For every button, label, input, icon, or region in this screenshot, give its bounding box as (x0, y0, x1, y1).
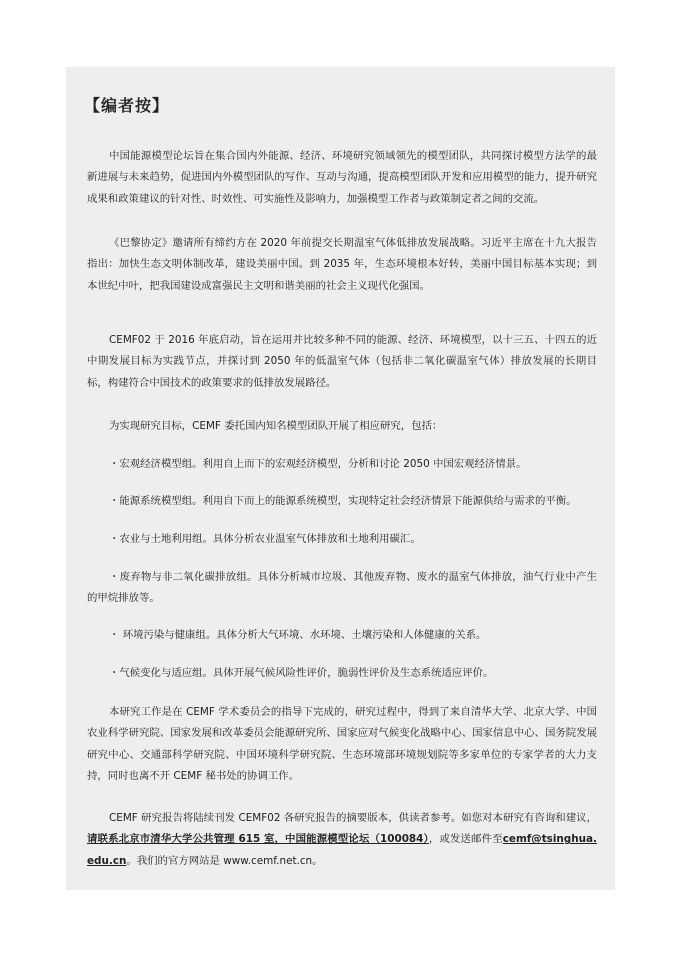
list-item-energy-system: ・能源系统模型组。利用自下而上的能源系统模型，实现特定社会经济情景下能源供给与需求的平衡。 (109, 495, 577, 507)
list-item-macro-economy: ・宏观经济模型组。利用自上而下的宏观经济模型，分析和讨论 2050 中国宏观经济情景。 (109, 458, 527, 470)
paragraph-cemf02: CEMF02 于 2016 年底启动，旨在运用并比较多种不同的能源、经济、环境模型，以十三五、十四五的近中期发展目标为实践节点，并探讨到 2050 年的低温室气体（包括非二氧化碳温室气体）排放发展的长期目标，构建符合中国技术的政策要求的低排放发展路径。 (87, 334, 597, 389)
contact-text-2: ，或发送邮件至 (428, 833, 503, 846)
contact-email-link[interactable]: cemf@tsinghua.edu.cn (87, 833, 597, 867)
list-item-agriculture: ・农业与土地利用组。具体分析农业温室气体排放和土地利用碳汇。 (109, 533, 421, 545)
paragraph-research-goals: 为实现研究目标，CEMF 委托国内知名模型团队开展了相应研究，包括： (109, 420, 443, 432)
list-item-climate-adaptation: ・气候变化与适应组。具体开展气候风险性评价，脆弱性评价及生态系统适应评价。 (109, 667, 494, 679)
paragraph-paris-agreement: 《巴黎协定》邀请所有缔约方在 2020 年前提交长期温室气体低排放发展战略。习近平主席在十九大报告指出：加快生态文明体制改革，建设美丽中国。到 2035 年，生态环境根本好转，美丽中国目标基本实现；到本世纪中叶，把我国建设成富强民主文明和谐美丽的社会主义现代化强国。 (87, 237, 597, 292)
editor-note-heading: 【编者按】 (84, 96, 170, 115)
paragraph-intro: 中国能源模型论坛旨在集合国内外能源、经济、环境研究领域领先的模型团队，共同探讨模型方法学的最新进展与未来趋势，促进国内外模型团队的写作、互动与沟通，提高模型团队开发和应用模型的能力，提升研究成果和政策建议的针对性、时效性、可实施性及影响力，加强模型工作者与政策制定者之间的交流。 (87, 150, 597, 205)
paragraph-contact (87, 808, 597, 872)
contact-text-3: 。我们的官方网站是 www.cemf.net.cn。 (126, 854, 323, 867)
contact-text-1: CEMF 研究报告将陆续刊发 CEMF02 各研究报告的摘要版本，供读者参考。如您对本研究有咨询和建议， (109, 812, 597, 824)
contact-address: 请联系北京市清华大学公共管理 615 室，中国能源模型论坛（100084） (87, 833, 429, 846)
list-item-environment-health: ・ 环境污染与健康组。具体分析大气环境、水环境、土壤污染和人体健康的关系。 (109, 629, 487, 641)
list-item-waste: ・废弃物与非二氧化碳排放组。具体分析城市垃圾、其他废弃物、废水的温室气体排放，油气行业中产生的甲烷排放等。 (87, 571, 597, 605)
paragraph-acknowledgement: 本研究工作是在 CEMF 学术委员会的指导下完成的，研究过程中，得到了来自清华大学、北京大学、中国农业科学研究院、国家发展和改革委员会能源研究所、国家应对气候变化战略中心、国家信息中心、国务院发展研究中心、交通部科学研究院、中国环境科学研究院、生态环境部环境规划院等多家单位的专家学者的大力支持，同时也离不开 CEMF 秘书处的协调工作。 (87, 706, 597, 783)
